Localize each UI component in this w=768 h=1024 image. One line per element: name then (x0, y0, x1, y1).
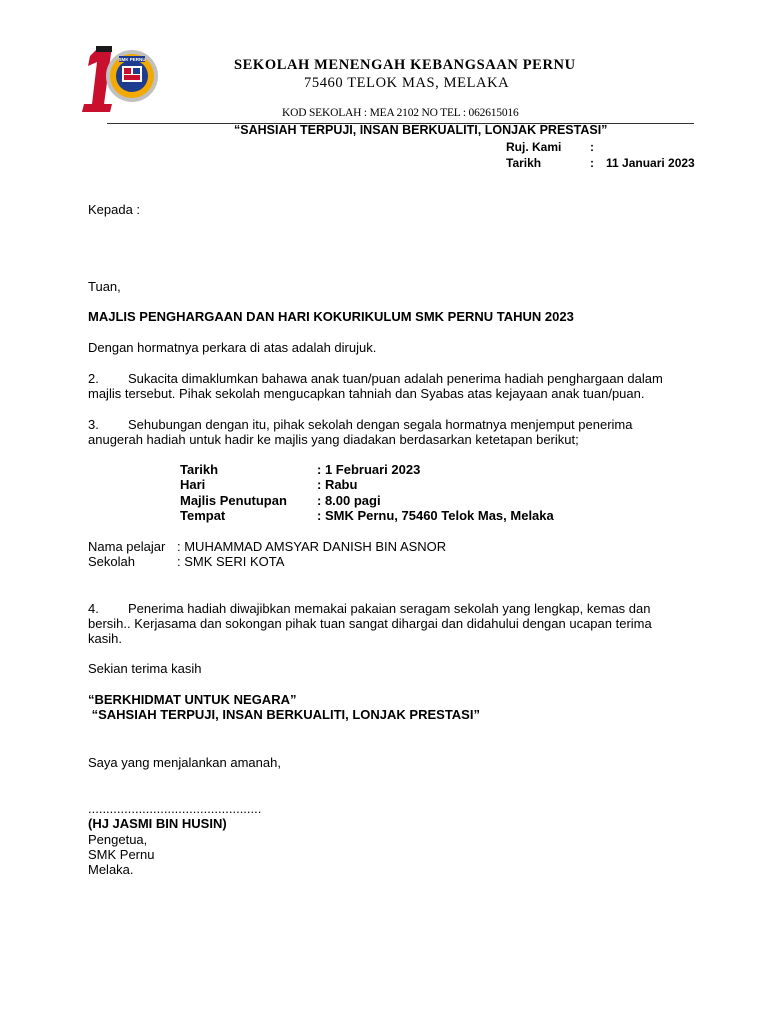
detail-label: Hari (180, 477, 206, 492)
slogan-2: “SAHSIAH TERPUJI, INSAN BERKUALITI, LONJAK PRESTASI” (88, 707, 480, 722)
school-motto: “SAHSIAH TERPUJI, INSAN BERKUALITI, LONJAK PRESTASI” (234, 123, 608, 137)
student-school-label: Sekolah (88, 554, 135, 569)
paragraph-3-line-2: anugerah hadiah untuk hadir ke majlis yang diadakan berdasarkan ketetapan berikut; (88, 432, 579, 447)
paragraph-2-number: 2. (88, 371, 99, 386)
paragraph-4-line-2: bersih.. Kerjasama dan sokongan pihak tuan sangat dihargai dan didahului dengan ucapan terima (88, 616, 652, 631)
detail-value: : Rabu (317, 477, 358, 492)
signer-name: (HJ JASMI BIN HUSIN) (88, 816, 227, 831)
letter-subject: MAJLIS PENGHARGAAN DAN HARI KOKURIKULUM SMK PERNU TAHUN 2023 (88, 309, 574, 324)
school-address: 75460 TELOK MAS, MELAKA (304, 75, 510, 91)
paragraph-2-line-1: Sukacita dimaklumkan bahawa anak tuan/puan adalah penerima hadiah penghargaan dalam (128, 371, 663, 386)
detail-value: : SMK Pernu, 75460 Telok Mas, Melaka (317, 508, 554, 523)
tarikh-value: 11 Januari 2023 (606, 156, 695, 170)
signature-line: ................................................ (88, 801, 262, 816)
salutation: Tuan, (88, 279, 121, 294)
detail-value: : 1 Februari 2023 (317, 462, 421, 477)
paragraph-3 (88, 417, 632, 432)
tarikh-colon: : (590, 156, 594, 170)
student-school-value: : SMK SERI KOTA (177, 554, 285, 569)
slogan-1: “BERKHIDMAT UNTUK NEGARA” (88, 692, 297, 707)
ruj-colon: : (590, 140, 594, 154)
signer-title: Pengetua, (88, 832, 148, 847)
school-logo (78, 42, 164, 114)
paragraph-2-line-2: majlis tersebut. Pihak sekolah mengucapkan tahniah dan Syabas atas kejayaan anak tuan/puan. (88, 386, 645, 401)
paragraph-4-line-1: Penerima hadiah diwajibkan memakai pakaian seragam sekolah yang lengkap, kemas dan (128, 601, 651, 616)
svg-text:SMK PERNU: SMK PERNU (118, 57, 146, 62)
detail-value: : 8.00 pagi (317, 493, 381, 508)
paragraph-3-line-1: Sehubungan dengan itu, pihak sekolah dengan segala hormatnya menjemput penerima (128, 417, 633, 432)
paragraph-4-line-3: kasih. (88, 631, 122, 646)
detail-label: Tarikh (180, 462, 219, 477)
recipient-label: Kepada : (88, 202, 141, 217)
ruj-label: Ruj. Kami (506, 140, 562, 154)
student-name-value: : MUHAMMAD AMSYAR DANISH BIN ASNOR (177, 539, 447, 554)
detail-label: Tempat (180, 508, 226, 523)
school-name: SEKOLAH MENENGAH KEBANGSAAN PERNU (234, 57, 576, 73)
opening-line: Dengan hormatnya perkara di atas adalah dirujuk. (88, 340, 377, 355)
closing-line: Sekian terima kasih (88, 661, 202, 676)
student-name-label: Nama pelajar (88, 539, 166, 554)
paragraph-2 (88, 371, 663, 386)
signer-school: SMK Pernu (88, 847, 155, 862)
paragraph-4 (88, 601, 650, 616)
paragraph-3-number: 3. (88, 417, 99, 432)
detail-label: Majlis Penutupan (180, 493, 287, 508)
school-code-line: KOD SEKOLAH : MEA 2102 NO TEL : 062615016 (282, 107, 519, 119)
amanah-line: Saya yang menjalankan amanah, (88, 755, 281, 770)
paragraph-4-number: 4. (88, 601, 99, 616)
signer-state: Melaka. (88, 862, 134, 877)
tarikh-label: Tarikh (506, 156, 542, 170)
